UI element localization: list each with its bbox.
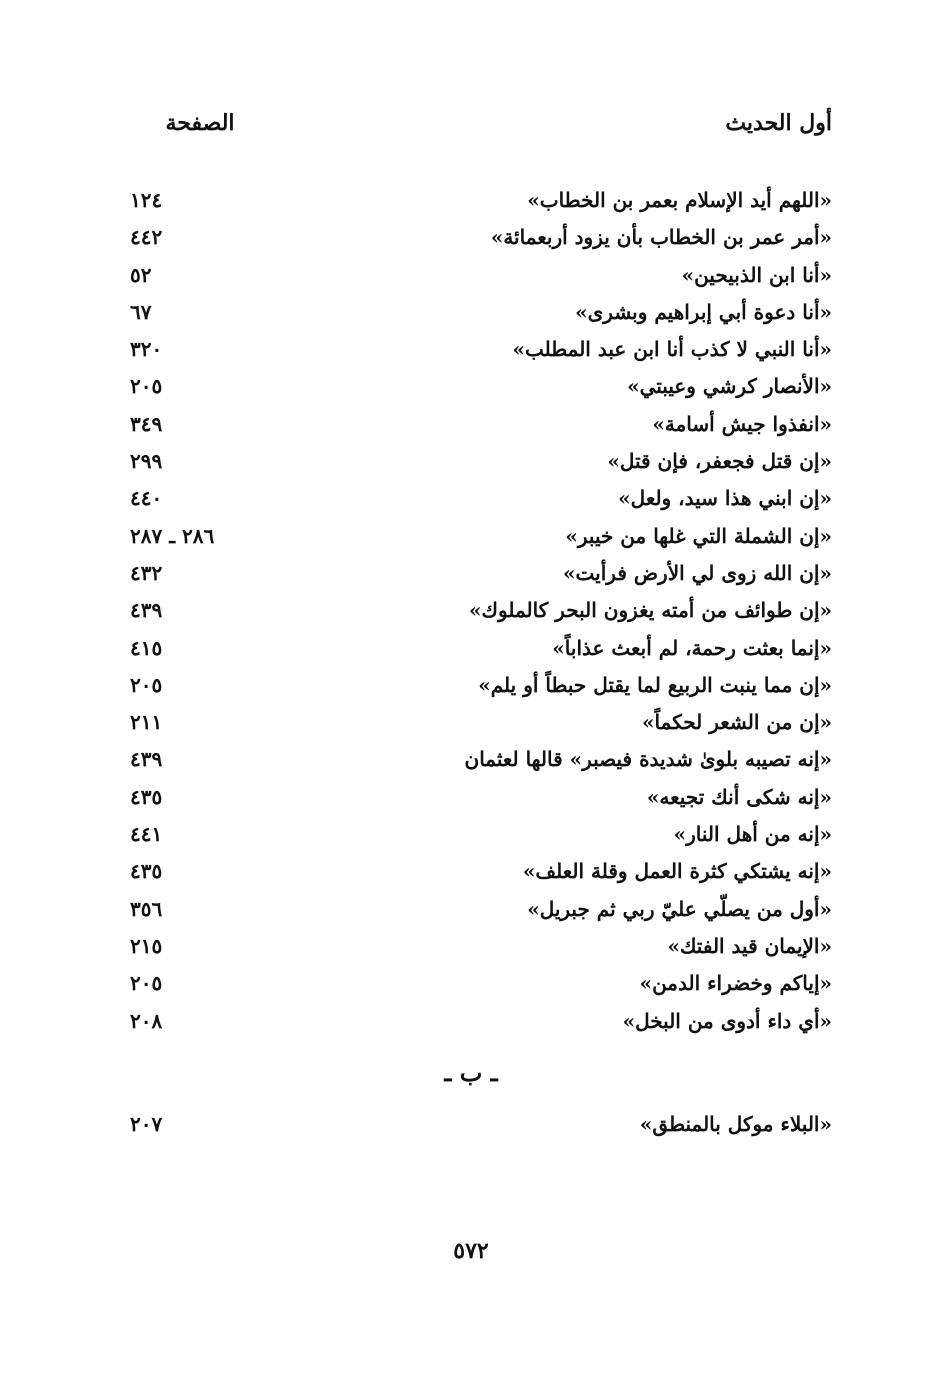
index-row bbox=[100, 667, 832, 704]
index-row bbox=[100, 965, 832, 1002]
hadith-opening-text: «أمر عمر بن الخطاب بأن يزود أربعمائة» bbox=[490, 225, 832, 250]
page-column-heading: الصفحة bbox=[165, 110, 235, 136]
index-row bbox=[100, 928, 832, 965]
page-reference: ٢٠٧ bbox=[130, 1112, 163, 1136]
index-row bbox=[100, 779, 832, 816]
index-row bbox=[100, 518, 832, 555]
hadith-opening-text: «الإيمان قيد الفتك» bbox=[667, 933, 832, 958]
index-row bbox=[100, 406, 832, 443]
hadith-opening-text: «إن طوائف من أمته يغزون البحر كالملوك» bbox=[469, 598, 832, 623]
page-reference: ٤٤٢ bbox=[130, 225, 163, 250]
hadith-opening-text: «اللهم أيد الإسلام بعمر بن الخطاب» bbox=[527, 188, 832, 212]
page-reference: ٤٣٩ bbox=[130, 598, 163, 623]
hadith-opening-text: «إنه شكى أنك تجيعه» bbox=[646, 784, 832, 809]
page-reference: ٤٣٢ bbox=[130, 560, 163, 585]
hadith-index-list-ba bbox=[100, 1106, 832, 1143]
hadith-opening-text: «إن الشملة التي غلها من خيبر» bbox=[565, 523, 832, 548]
page-number: ٥٧٢ bbox=[453, 1238, 489, 1264]
index-row bbox=[100, 630, 832, 667]
page-reference: ٤٤٠ bbox=[130, 486, 163, 511]
hadith-opening-text: «إن ابني هذا سيد، ولعل» bbox=[618, 486, 832, 511]
page-reference: ٢٨٦ ـ ٢٨٧ bbox=[130, 523, 215, 548]
hadith-opening-text: «البلاء موكل بالمنطق» bbox=[639, 1112, 832, 1136]
hadith-opening-text: «إنه تصيبه بلوىٰ شديدة فيصبر» قالها لعثمان bbox=[464, 747, 832, 772]
index-row bbox=[100, 741, 832, 778]
page-reference: ٤٣٩ bbox=[130, 747, 163, 772]
page-reference: ٢٠٥ bbox=[130, 971, 163, 996]
hadith-opening-text: «أي داء أدوى من البخل» bbox=[622, 1008, 832, 1033]
page-reference: ٥٢ bbox=[130, 262, 152, 287]
hadith-opening-text: «أنا النبي لا كذب أنا ابن عبد المطلب» bbox=[512, 337, 832, 362]
section-letter-heading: ـ ب ـ bbox=[444, 1058, 498, 1087]
index-row bbox=[100, 853, 832, 890]
hadith-opening-text: «أنا ابن الذبيحين» bbox=[681, 262, 832, 287]
page-reference: ٤١٥ bbox=[130, 635, 163, 660]
hadith-index-list bbox=[100, 182, 832, 1040]
index-row bbox=[100, 592, 832, 629]
hadith-opening-text: «الأنصار كرشي وعيبتي» bbox=[627, 374, 832, 399]
table-header bbox=[160, 110, 832, 146]
hadith-opening-text: «أنا دعوة أبي إبراهيم وبشرى» bbox=[575, 299, 832, 324]
index-row bbox=[100, 182, 832, 219]
hadith-opening-text: «أول من يصلّي عليّ ربي ثم جبريل» bbox=[527, 896, 832, 921]
hadith-opening-text: «إياكم وخضراء الدمن» bbox=[639, 971, 832, 996]
page-reference: ٣٥٦ bbox=[130, 896, 163, 921]
hadith-opening-text: «إن مما ينبت الربيع لما يقتل حبطاً أو يلم» bbox=[478, 672, 832, 697]
page-reference: ٢١١ bbox=[130, 710, 163, 735]
index-row bbox=[100, 1106, 832, 1143]
index-row bbox=[100, 891, 832, 928]
hadith-opening-text: «إنه يشتكي كثرة العمل وقلة العلف» bbox=[522, 859, 832, 884]
index-row bbox=[100, 1003, 832, 1040]
index-row bbox=[100, 555, 832, 592]
index-row bbox=[100, 257, 832, 294]
hadith-opening-text: «إنه من أهل النار» bbox=[673, 822, 832, 847]
index-row bbox=[100, 816, 832, 853]
index-row bbox=[100, 294, 832, 331]
hadith-opening-text: «إن الله زوى لي الأرض فرأيت» bbox=[563, 560, 832, 585]
page-reference: ٢١٥ bbox=[130, 933, 163, 958]
index-row bbox=[100, 443, 832, 480]
index-row bbox=[100, 704, 832, 741]
page-reference: ١٢٤ bbox=[130, 188, 163, 212]
hadith-opening-text: «إن قتل فجعفر، فإن قتل» bbox=[607, 449, 832, 474]
index-row bbox=[100, 480, 832, 517]
hadith-opening-text: «إن من الشعر لحكماً» bbox=[642, 710, 832, 735]
page-reference: ٤٣٥ bbox=[130, 859, 163, 884]
page-reference: ٢٠٥ bbox=[130, 374, 163, 399]
page-reference: ٣٢٠ bbox=[130, 337, 163, 362]
page-reference: ٤٤١ bbox=[130, 822, 163, 847]
page-reference: ٢٠٥ bbox=[130, 672, 163, 697]
page-reference: ٦٧ bbox=[130, 299, 152, 324]
index-row bbox=[100, 219, 832, 256]
index-row bbox=[100, 368, 832, 405]
hadith-column-heading: أول الحديث bbox=[725, 110, 832, 136]
hadith-opening-text: «إنما بعثت رحمة، لم أبعث عذاباً» bbox=[552, 635, 832, 660]
hadith-opening-text: «انفذوا جيش أسامة» bbox=[652, 411, 832, 436]
index-row bbox=[100, 331, 832, 368]
page-reference: ٤٣٥ bbox=[130, 784, 163, 809]
page-reference: ٣٤٩ bbox=[130, 411, 163, 436]
page-reference: ٢٠٨ bbox=[130, 1008, 163, 1033]
page-reference: ٢٩٩ bbox=[130, 449, 163, 474]
